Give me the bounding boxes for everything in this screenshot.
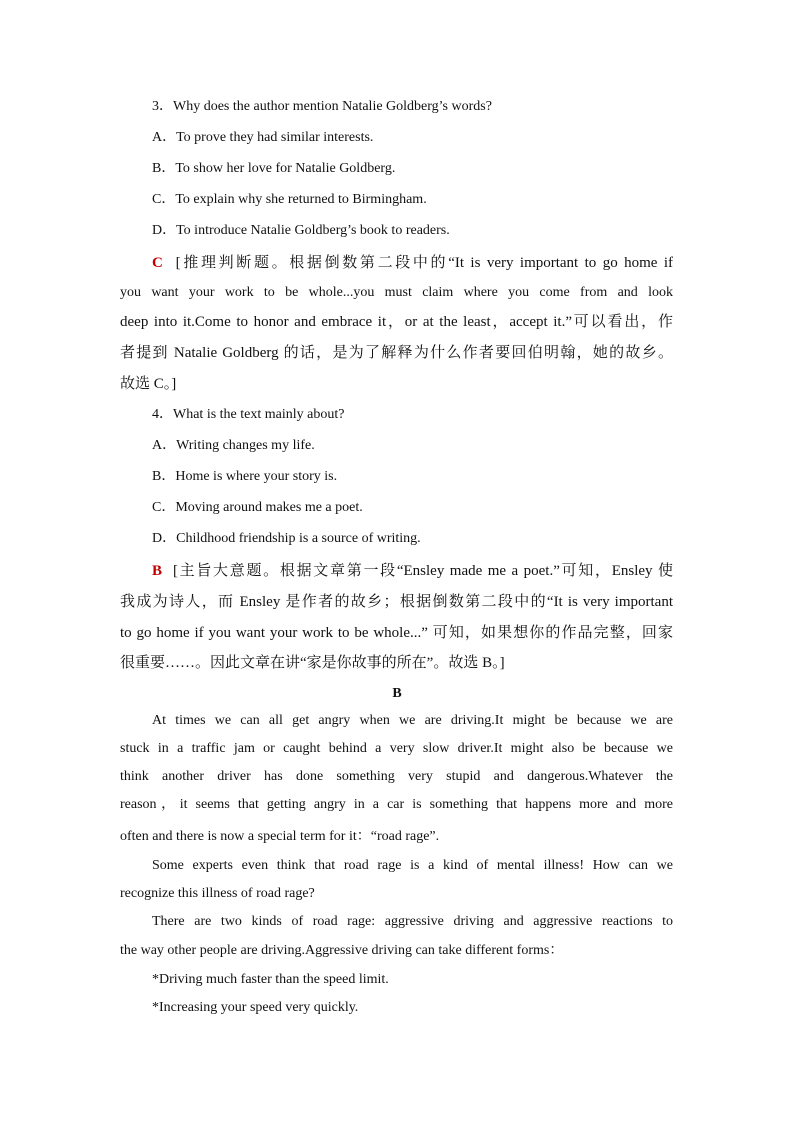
q4-option-a: A．Writing changes my life. [152, 438, 315, 453]
section-heading: B [392, 686, 402, 701]
q3-option-d: D．To introduce Natalie Goldberg’s book to readers. [152, 223, 450, 238]
q3-answer-letter: C [152, 255, 163, 271]
q3-explanation-line-4: 者提到 Natalie Goldberg 的话，是为了解释为什么作者要回伯明翰，她的故乡。 [120, 345, 673, 361]
passage-p1-line-5: often and there is now a special term for it：“road rage”. [120, 829, 440, 844]
q3-explanation-line-5: 故选 C。] [120, 376, 177, 392]
q4-explanation-line-2: 我成为诗人，而 Ensley 是作者的故乡；根据倒数第二段中的“It is very important [120, 594, 673, 610]
q3-stem: 3．Why does the author mention Natalie Goldberg’s words? [152, 99, 492, 114]
q4-explanation-line-3: to go home if you want your work to be whole...” 可知，如果想你的作品完整，回家 [120, 625, 673, 641]
q4-stem: 4．What is the text mainly about? [152, 407, 345, 422]
passage-p1-line-2: stuck in a traffic jam or caught behind a very slow driver.It might also be because we [120, 741, 673, 756]
passage-p2-line-1: Some experts even think that road rage is a kind of mental illness! How can we [152, 858, 673, 873]
q4-explanation-line-4: 很重要……。因此文章在讲“家是你故事的所在”。故选 B。] [120, 655, 505, 671]
passage-p1-line-4: reason，it seems that getting angry in a car is something that happens more and more [120, 797, 673, 812]
q4-answer-letter: B [152, 563, 163, 579]
q3-explanation-line-3: deep into it.Come to honor and embrace it，or at the least，accept it.”可以看出，作 [120, 314, 673, 330]
q4-option-c: C．Moving around makes me a poet. [152, 500, 363, 515]
q4-option-b: B．Home is where your story is. [152, 469, 338, 484]
passage-bullet-2: *Increasing your speed very quickly. [152, 1000, 359, 1015]
q3-option-c: C．To explain why she returned to Birmingham. [152, 192, 427, 207]
q3-explanation-line-2: you want your work to be whole...you must claim where you come from and look [120, 285, 673, 300]
passage-p1-line-1: At times we can all get angry when we are driving.It might be because we are [152, 713, 673, 728]
q4-explanation-line-1: B [主旨大意题。根据文章第一段“Ensley made me a poet.”可知，Ensley 使 [152, 563, 673, 579]
passage-p3-line-1: There are two kinds of road rage: aggressive driving and aggressive reactions to [152, 914, 673, 929]
passage-p2-line-2: recognize this illness of road rage? [120, 886, 315, 901]
q3-option-b: B．To show her love for Natalie Goldberg. [152, 161, 396, 176]
passage-bullet-1: *Driving much faster than the speed limit. [152, 972, 389, 987]
passage-p1-line-3: think another driver has done something very stupid and dangerous.Whatever the [120, 769, 673, 784]
passage-p3-line-2: the way other people are driving.Aggressive driving can take different forms： [120, 943, 564, 958]
q3-option-a: A．To prove they had similar interests. [152, 130, 374, 145]
q4-option-d: D．Childhood friendship is a source of writing. [152, 531, 421, 546]
q3-explanation-line-1: C [推理判断题。根据倒数第二段中的“It is very important to go home if [152, 255, 674, 271]
